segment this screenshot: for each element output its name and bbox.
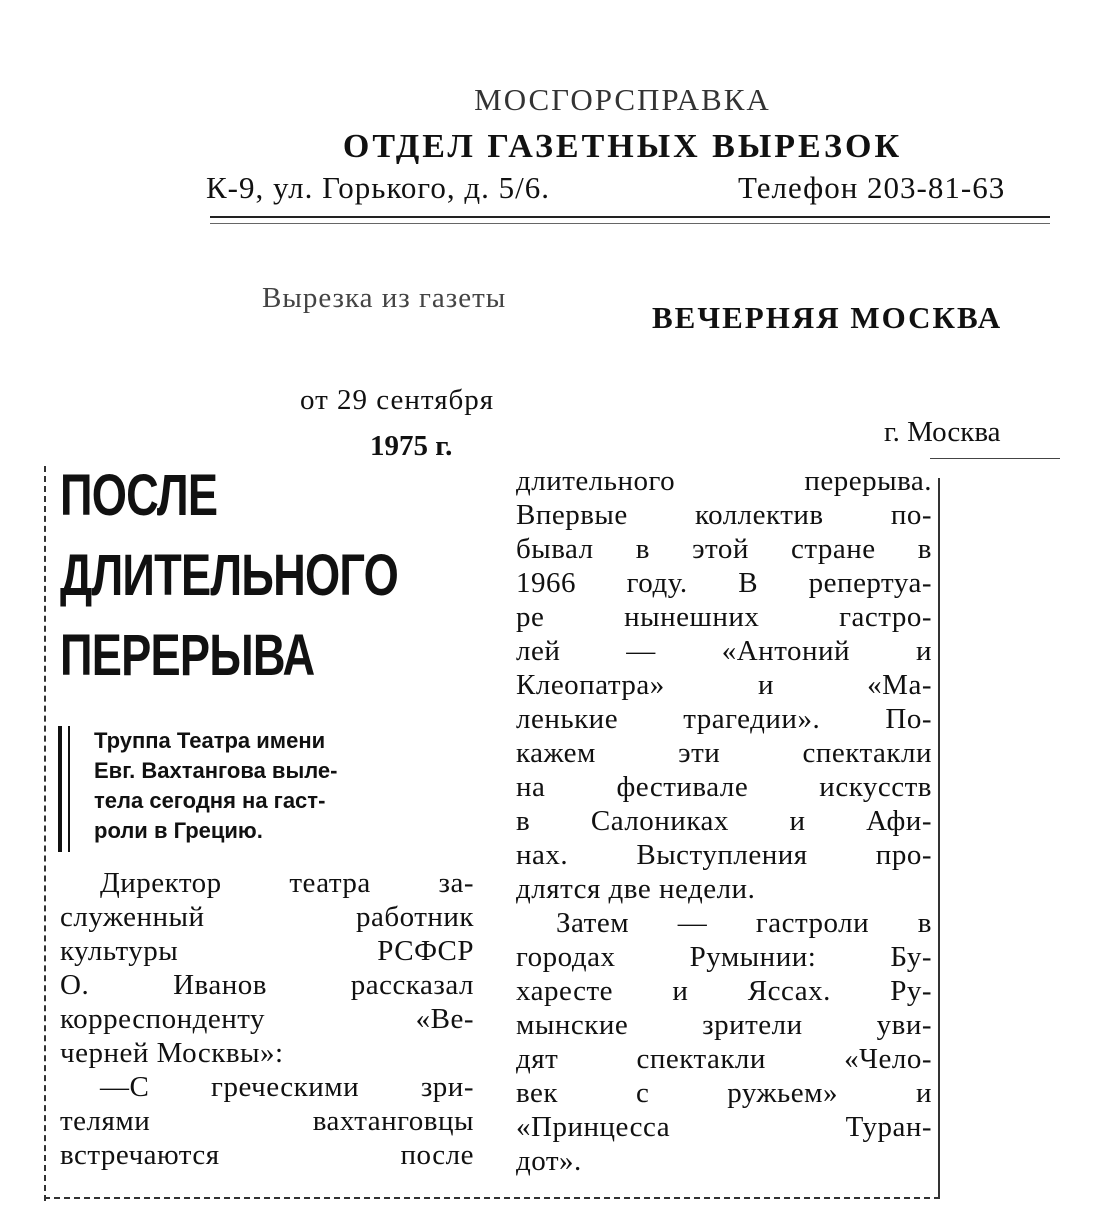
body-line: харесте и Яссах. Ру-	[516, 975, 932, 1007]
clipping-label: Вырезка из газеты	[262, 282, 507, 314]
body-line: нах. Выступления про-	[516, 839, 932, 871]
body-line: мынские зрители уви-	[516, 1009, 932, 1041]
body-line: дят спектакли «Чело-	[516, 1043, 932, 1075]
agency-name: МОСГОРСПРАВКА	[474, 82, 771, 117]
issue-city: г. Москва	[884, 416, 1001, 448]
body-line: Клеопатра» и «Ма-	[516, 669, 932, 701]
header-rule	[210, 216, 1050, 218]
lead-marker-thin	[68, 726, 70, 852]
body-line: лей — «Антоний и	[516, 635, 932, 667]
body-line: —С греческими зри-	[100, 1071, 474, 1103]
body-line: культуры РСФСР	[60, 935, 474, 967]
article-column-b	[516, 464, 932, 1178]
body-line: Директор театра за-	[100, 867, 474, 899]
body-line: дот».	[516, 1145, 582, 1177]
body-line: телями вахтанговцы	[60, 1105, 474, 1137]
headline-line: ПОСЛЕ	[60, 463, 218, 528]
article-lead	[94, 726, 478, 846]
city-underline	[930, 458, 1060, 459]
lead-line: Труппа Театра имени	[94, 728, 326, 753]
address: К-9, ул. Горького, д. 5/6.	[206, 170, 551, 205]
clipping-edge-bottom	[44, 1197, 940, 1199]
body-line: ленькие трагедии». По-	[516, 703, 932, 735]
body-line: встречаются после	[60, 1139, 474, 1171]
body-line: О. Иванов рассказал	[60, 969, 474, 1001]
body-line: черней Москвы»:	[60, 1037, 284, 1069]
body-line: Впервые коллектив по-	[516, 499, 932, 531]
clipping-edge-right	[938, 478, 940, 1198]
body-line: городах Румынии: Бу-	[516, 941, 932, 973]
department-name: ОТДЕЛ ГАЗЕТНЫХ ВЫРЕЗОК	[342, 128, 903, 165]
body-line: Затем — гастроли в	[556, 907, 932, 939]
lead-line: Евг. Вахтангова выле-	[94, 758, 338, 783]
body-line: в Салониках и Афи-	[516, 805, 932, 837]
clipping-edge-left	[44, 466, 46, 1201]
body-line: «Принцесса Туран-	[516, 1111, 932, 1143]
issue-year: 1975 г.	[370, 430, 453, 462]
lead-marker	[58, 726, 62, 852]
issue-date: от 29 сентября	[300, 384, 495, 416]
body-line: век с ружьем» и	[516, 1077, 932, 1109]
headline-line: ПЕРЕРЫВА	[60, 623, 315, 688]
header-rule-thin	[210, 223, 1050, 224]
body-line: длятся две недели.	[516, 873, 756, 905]
body-line: ре нынешних гастро-	[516, 601, 932, 633]
body-line: 1966 году. В репертуа-	[516, 567, 932, 599]
body-line: на фестивале искусств	[516, 771, 932, 803]
phone: Телефон 203-81-63	[738, 170, 1006, 205]
body-line: служенный работник	[60, 901, 474, 933]
body-line: бывал в этой стране в	[516, 533, 932, 565]
headline-line: ДЛИТЕЛЬНОГО	[60, 543, 399, 608]
body-line: длительного перерыва.	[516, 465, 932, 497]
body-line: кажем эти спектакли	[516, 737, 932, 769]
article-headline	[60, 456, 403, 696]
body-line: корреспонденту «Ве-	[60, 1003, 474, 1035]
article-column-a	[60, 866, 474, 1172]
newspaper-name: ВЕЧЕРНЯЯ МОСКВА	[652, 300, 1003, 335]
lead-line: тела сегодня на гаст-	[94, 788, 326, 813]
lead-line: роли в Грецию.	[94, 818, 263, 843]
